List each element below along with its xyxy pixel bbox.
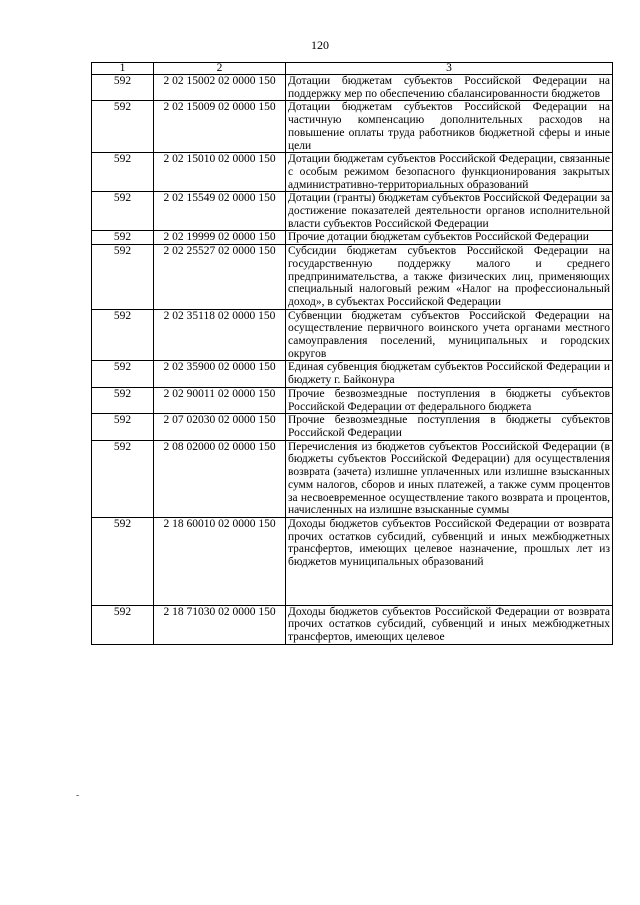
admin-code-cell: 592 (92, 231, 154, 245)
table-row (92, 387, 613, 413)
admin-code-cell: 592 (92, 192, 154, 231)
income-name-cell: Доходы бюджетов субъектов Российской Федерации от возврата прочих остатков субсидий, субвенций и иных межбюджетных трансфертов, имеющих целевое (286, 605, 613, 644)
income-name-cell: Прочие дотации бюджетам субъектов Российской Федерации (286, 231, 613, 245)
income-name-cell: Субвенции бюджетам субъектов Российской Федерации на осуществление первичного воинского учета органами местного самоуправления поселений, муниципальных и городских округов (286, 309, 613, 361)
table-row (92, 440, 613, 517)
budget-code-cell: 2 18 71030 02 0000 150 (154, 605, 286, 644)
admin-code-cell: 592 (92, 414, 154, 440)
budget-code-cell: 2 02 25527 02 0000 150 (154, 245, 286, 310)
income-name-cell: Дотации бюджетам субъектов Российской Федерации, связанные с особым режимом безопасного функционирования закрытых административно-территориальных образований (286, 153, 613, 192)
admin-code-cell: 592 (92, 361, 154, 387)
table-header-row (92, 63, 613, 75)
admin-code-cell: 592 (92, 440, 154, 517)
budget-revenue-table (91, 62, 613, 645)
table-row (92, 414, 613, 440)
table-row (92, 75, 613, 101)
income-name-cell: Дотации бюджетам субъектов Российской Федерации на поддержку мер по обеспечению сбалансированности бюджетов (286, 75, 613, 101)
budget-code-cell: 2 07 02030 02 0000 150 (154, 414, 286, 440)
admin-code-cell: 592 (92, 387, 154, 413)
table-row (92, 245, 613, 310)
budget-code-cell: 2 08 02000 02 0000 150 (154, 440, 286, 517)
income-name-cell: Прочие безвозмездные поступления в бюджеты субъектов Российской Федерации от федерального бюджета (286, 387, 613, 413)
table-row (92, 101, 613, 153)
budget-code-cell: 2 18 60010 02 0000 150 (154, 517, 286, 605)
admin-code-cell: 592 (92, 309, 154, 361)
column-header-3: 3 (286, 63, 613, 75)
budget-code-cell: 2 02 15002 02 0000 150 (154, 75, 286, 101)
budget-code-cell: 2 02 19999 02 0000 150 (154, 231, 286, 245)
admin-code-cell: 592 (92, 245, 154, 310)
budget-code-cell: 2 02 15009 02 0000 150 (154, 101, 286, 153)
table-row (92, 231, 613, 245)
budget-code-cell: 2 02 35900 02 0000 150 (154, 361, 286, 387)
admin-code-cell: 592 (92, 605, 154, 644)
admin-code-cell: 592 (92, 153, 154, 192)
column-header-1: 1 (92, 63, 154, 75)
income-name-cell: Единая субвенция бюджетам субъектов Российской Федерации и бюджету г. Байконура (286, 361, 613, 387)
income-name-cell: Субсидии бюджетам субъектов Российской Федерации на государственную поддержку малого и среднего предпринимательства, а также физических лиц, применяющих специальный налоговый режим «Налог на профессиональный доход», в субъектах Российской Федерации (286, 245, 613, 310)
scan-mark: - (76, 790, 80, 801)
column-header-2: 2 (154, 63, 286, 75)
admin-code-cell: 592 (92, 101, 154, 153)
table-row (92, 361, 613, 387)
table-row (92, 517, 613, 605)
budget-code-cell: 2 02 90011 02 0000 150 (154, 387, 286, 413)
income-name-cell: Доходы бюджетов субъектов Российской Федерации от возврата прочих остатков субсидий, субвенций и иных межбюджетных трансфертов, имеющих целевое назначение, прошлых лет из бюджетов муниципальных образований (286, 517, 613, 605)
income-name-cell: Дотации бюджетам субъектов Российской Федерации на частичную компенсацию дополнительных расходов на повышение оплаты труда работников бюджетной сферы и иные цели (286, 101, 613, 153)
page-number: 120 (311, 38, 329, 52)
budget-code-cell: 2 02 15549 02 0000 150 (154, 192, 286, 231)
income-name-cell: Прочие безвозмездные поступления в бюджеты субъектов Российской Федерации (286, 414, 613, 440)
table-row (92, 309, 613, 361)
budget-code-cell: 2 02 35118 02 0000 150 (154, 309, 286, 361)
table-row (92, 153, 613, 192)
admin-code-cell: 592 (92, 75, 154, 101)
income-name-cell: Перечисления из бюджетов субъектов Российской Федерации (в бюджеты субъектов Российской Федерации) для осуществления возврата (зачета) излишне уплаченных или излишне взысканных сумм налогов, сборов и иных платежей, а также сумм процентов за несвоевременное осуществление такого возврата и процентов, начисленных на излишне взысканные суммы (286, 440, 613, 517)
table-row (92, 605, 613, 644)
admin-code-cell: 592 (92, 517, 154, 605)
table-row (92, 192, 613, 231)
income-name-cell: Дотации (гранты) бюджетам субъектов Российской Федерации за достижение показателей деятельности органов исполнительной власти субъектов Российской Федерации (286, 192, 613, 231)
budget-code-cell: 2 02 15010 02 0000 150 (154, 153, 286, 192)
